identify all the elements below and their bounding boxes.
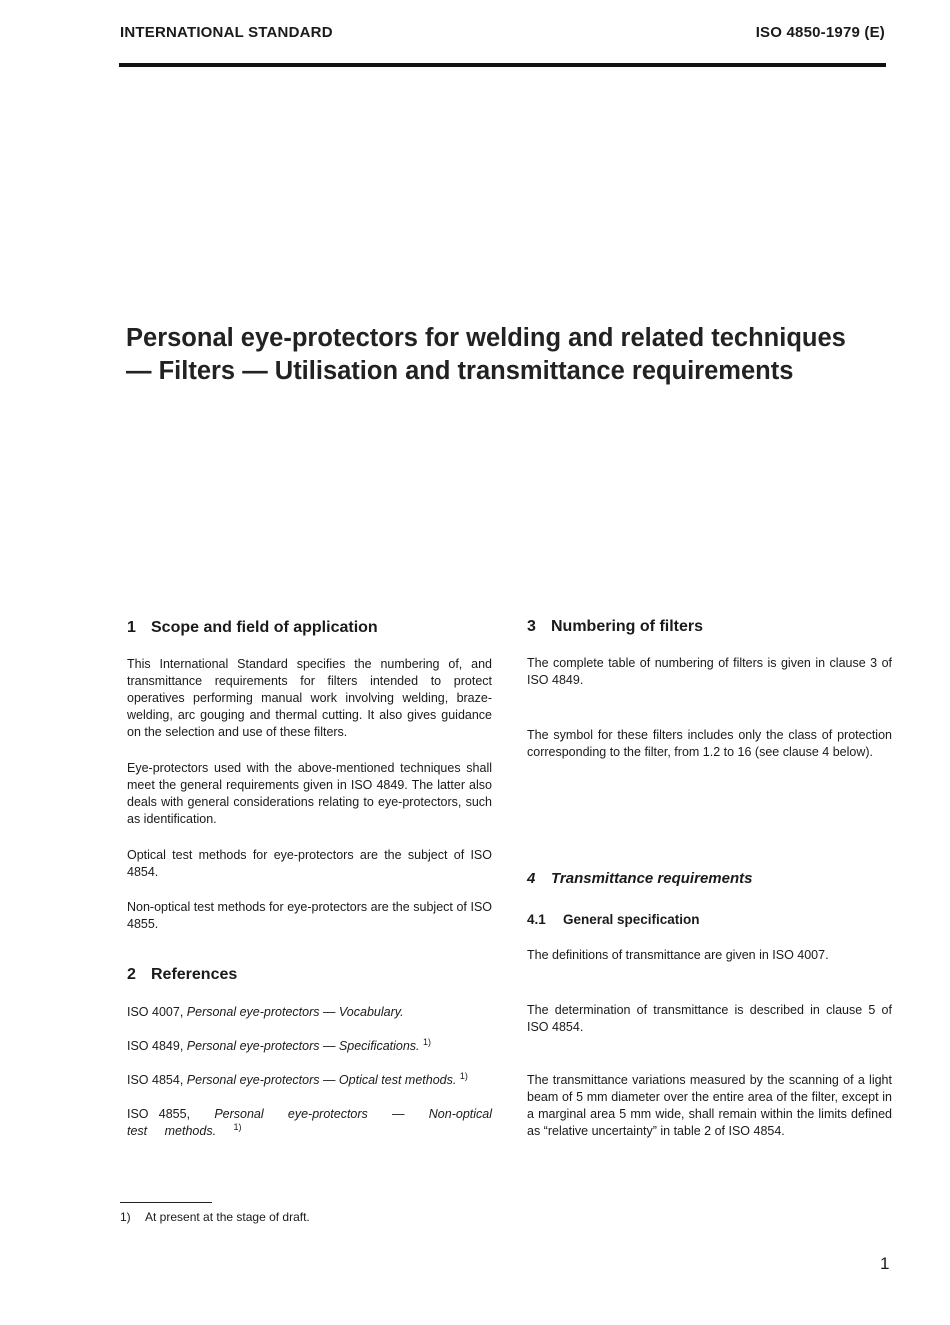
reference-item (127, 1038, 431, 1055)
section-4-number: 4 (527, 870, 536, 887)
reference-code: ISO 4855, (127, 1107, 191, 1121)
reference-title: Personal eye-protectors — Specifications. (186, 1039, 420, 1053)
footnote-marker: 1) (120, 1210, 131, 1224)
subsection-4-1-heading (527, 911, 700, 928)
reference-title: Personal eye-protectors — Optical test methods. (186, 1073, 457, 1087)
scope-paragraph-1: This International Standard specifies the numbering of, and transmittance requirements for filters intended to protect operatives performing manual work involving welding, braze-welding, arc gouging and thermal cutting. It also gives guidance on the selection and use of these filters. (127, 657, 492, 739)
reference-title: Personal eye-protectors — Non-optical test methods. (127, 1107, 492, 1138)
subsection-4-1-number: 4.1 (527, 912, 546, 927)
footnote-reference: 1) (459, 1071, 468, 1081)
section-3-number: 3 (527, 618, 536, 635)
reference-code: ISO 4849, (127, 1039, 184, 1053)
footnote-rule (120, 1202, 212, 1203)
reference-item (127, 1106, 492, 1140)
section-2-number: 2 (127, 966, 136, 983)
numbering-paragraph-1: The complete table of numbering of filters is given in clause 3 of ISO 4849. (527, 656, 892, 687)
scope-paragraph-2: Eye-protectors used with the above-mentioned techniques shall meet the general requirements given in ISO 4849. The latter also deals with general considerations relating to eye-protectors, such as identification. (127, 761, 492, 826)
footnote (120, 1210, 310, 1224)
reference-item (127, 1072, 468, 1089)
footnote-reference: 1) (423, 1037, 432, 1047)
document-title: Personal eye-protectors for welding and related techniques — Filters — Utilisation and transmittance requirements (126, 324, 846, 385)
scope-paragraph-3: Optical test methods for eye-protectors are the subject of ISO 4854. (127, 848, 492, 879)
scope-paragraph-4: Non-optical test methods for eye-protectors are the subject of ISO 4855. (127, 900, 492, 931)
reference-title: Personal eye-protectors — Vocabulary. (186, 1005, 404, 1019)
transmittance-paragraph-3: The transmittance variations measured by the scanning of a light beam of 5 mm diameter over the entire area of the filter, except in a marginal area 5 mm wide, shall remain within the limits defined as “relative uncertainty” in table 2 of ISO 4854. (527, 1073, 892, 1138)
section-1-title: Scope and field of application (151, 619, 378, 636)
section-1-heading (127, 619, 378, 636)
section-2-heading (127, 966, 237, 983)
section-2-title: References (151, 966, 238, 983)
transmittance-paragraph-2: The determination of transmittance is described in clause 5 of ISO 4854. (527, 1003, 892, 1034)
transmittance-paragraph-1: The definitions of transmittance are given in ISO 4007. (527, 948, 829, 962)
numbering-paragraph-2: The symbol for these filters includes only the class of protection corresponding to the filter, from 1.2 to 16 (see clause 4 below). (527, 728, 892, 759)
footnote-text: At present at the stage of draft. (145, 1210, 310, 1224)
section-4-heading (527, 870, 752, 887)
section-4-title: Transmittance requirements (551, 870, 753, 887)
section-3-heading (527, 618, 703, 635)
reference-item (127, 1004, 404, 1021)
section-1-number: 1 (127, 619, 136, 636)
subsection-4-1-title: General specification (563, 912, 700, 927)
reference-code: ISO 4007, (127, 1005, 184, 1019)
header-rule (119, 63, 886, 67)
footnote-reference: 1) (233, 1122, 242, 1132)
header-standard-type: INTERNATIONAL STANDARD (120, 24, 333, 41)
section-3-title: Numbering of filters (551, 618, 704, 635)
header-standard-number: ISO 4850-1979 (E) (755, 24, 885, 41)
reference-code: ISO 4854, (127, 1073, 184, 1087)
page-number: 1 (880, 1254, 890, 1273)
